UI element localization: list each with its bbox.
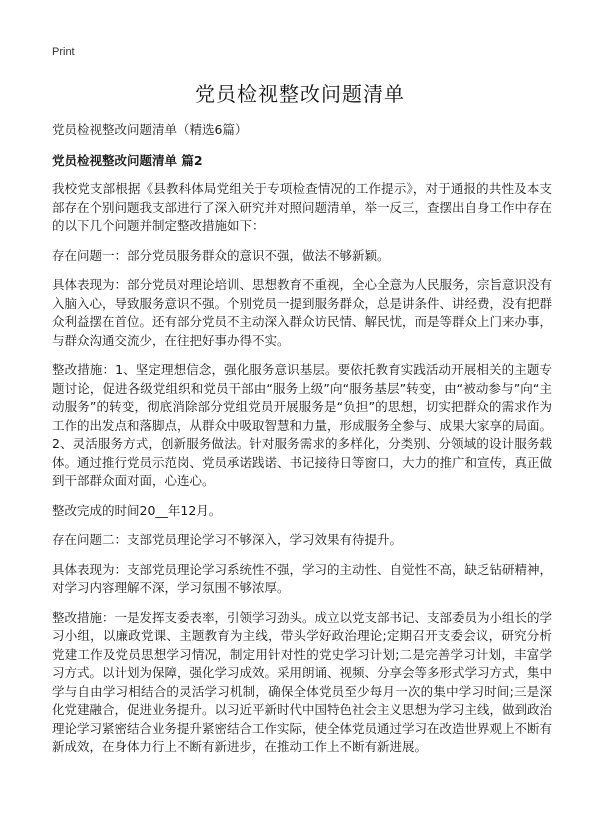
section-heading: 党员检视整改问题清单 篇2 [52,153,203,168]
paragraph-completion-time: 整改完成的时间20__年12月。 [52,502,222,518]
document-subtitle: 党员检视整改问题清单（精选6篇） [52,122,248,137]
paragraph-issue-1-details: 具体表现为：部分党员对理论培训、思想教育不重视，全心全意为人民服务，宗旨意识没有入脑入心，导致服务意识不强。个别党员一提到服务群众，总是讲条件、讲经费，没有把群众利益摆在首位。还有部分党员不主动深入群众访民情、解民忧，而是等群众上门来办事，与群众沟通交流少，在往把好事办得不实。 [52,277,553,348]
paragraph-issue-2-measures: 整改措施：一是发挥支委表率，引领学习劲头。成立以党支部书记、支部委员为小组长的学习小组，以廉政党课、主题教育为主线，带头学好政治理论;定期召开支委会议，研究分析党建工作及党员思想学习情况，制定用针对性的党史学习计划;二是完善学习计划，丰富学习方式。以计划为保障，强化学习成效。采用朗诵、视频、分享会等多形式学习方式，集中学与自由学习相结合的灵活学习机制，确保全体党员至少每月一次的集中学习时间;三是深化党建融合，促进业务提升。以习近平新时代中国特色社会主义思想为学习主线，做到政治理论学习紧密结合业务提升紧密结合工作实际，使全体党员通过学习在改造世界观上不断有新成效，在身体力行上不断有新进步，在推动工作上不断有新进展。 [52,609,553,754]
page-title: 党员检视整改问题清单 [195,82,405,106]
document-body [52,180,552,768]
paragraph-issue-1: 存在问题一：部分党员服务群众的意识不强，做法不够新颖。 [52,247,390,263]
paragraph-issue-2: 存在问题二：支部党员理论学习不够深入，学习效果有待提升。 [52,532,403,547]
paragraph-issue-1-measures: 整改措施：1、坚定理想信念，强化服务意识基层。要依托教育实践活动开展相关的主题专题讨论，促进各级党组织和党员干部由“服务上级”向“服务基层”转变，由“被动参与”向“主动服务”的转变，彻底消除部分党组党员开展服务是“负担”的思想，切实把群众的需求作为工作的出发点和落脚点，从群众中吸取智慧和力量，形成服务全参与、成果大家享的局面。2、灵活服务方式，创新服务做法。针对服务需求的多样化，分类别、分领域的设计服务载体。通过推行党员示范岗、党员承诺践诺、书记接待日等窗口，大力的推广和宣传，真正做到干部群众面对面，心连心。 [52,362,553,488]
print-link[interactable]: Print [52,46,75,58]
paragraph-issue-2-details: 具体表现为：支部党员理论学习系统性不强，学习的主动性、自觉性不高，缺乏钻研精神，对学习内容理解不深，学习氛围不够浓厚。 [52,561,553,595]
paragraph-intro: 我校党支部根据《县教科体局党组关于专项检查情况的工作提示》，对于通报的共性及本支部存在个别问题我支部进行了深入研究并对照问题清单，举一反三，查摆出自身工作中存在的以下几个问题并制定整改措施如下： [52,181,553,233]
